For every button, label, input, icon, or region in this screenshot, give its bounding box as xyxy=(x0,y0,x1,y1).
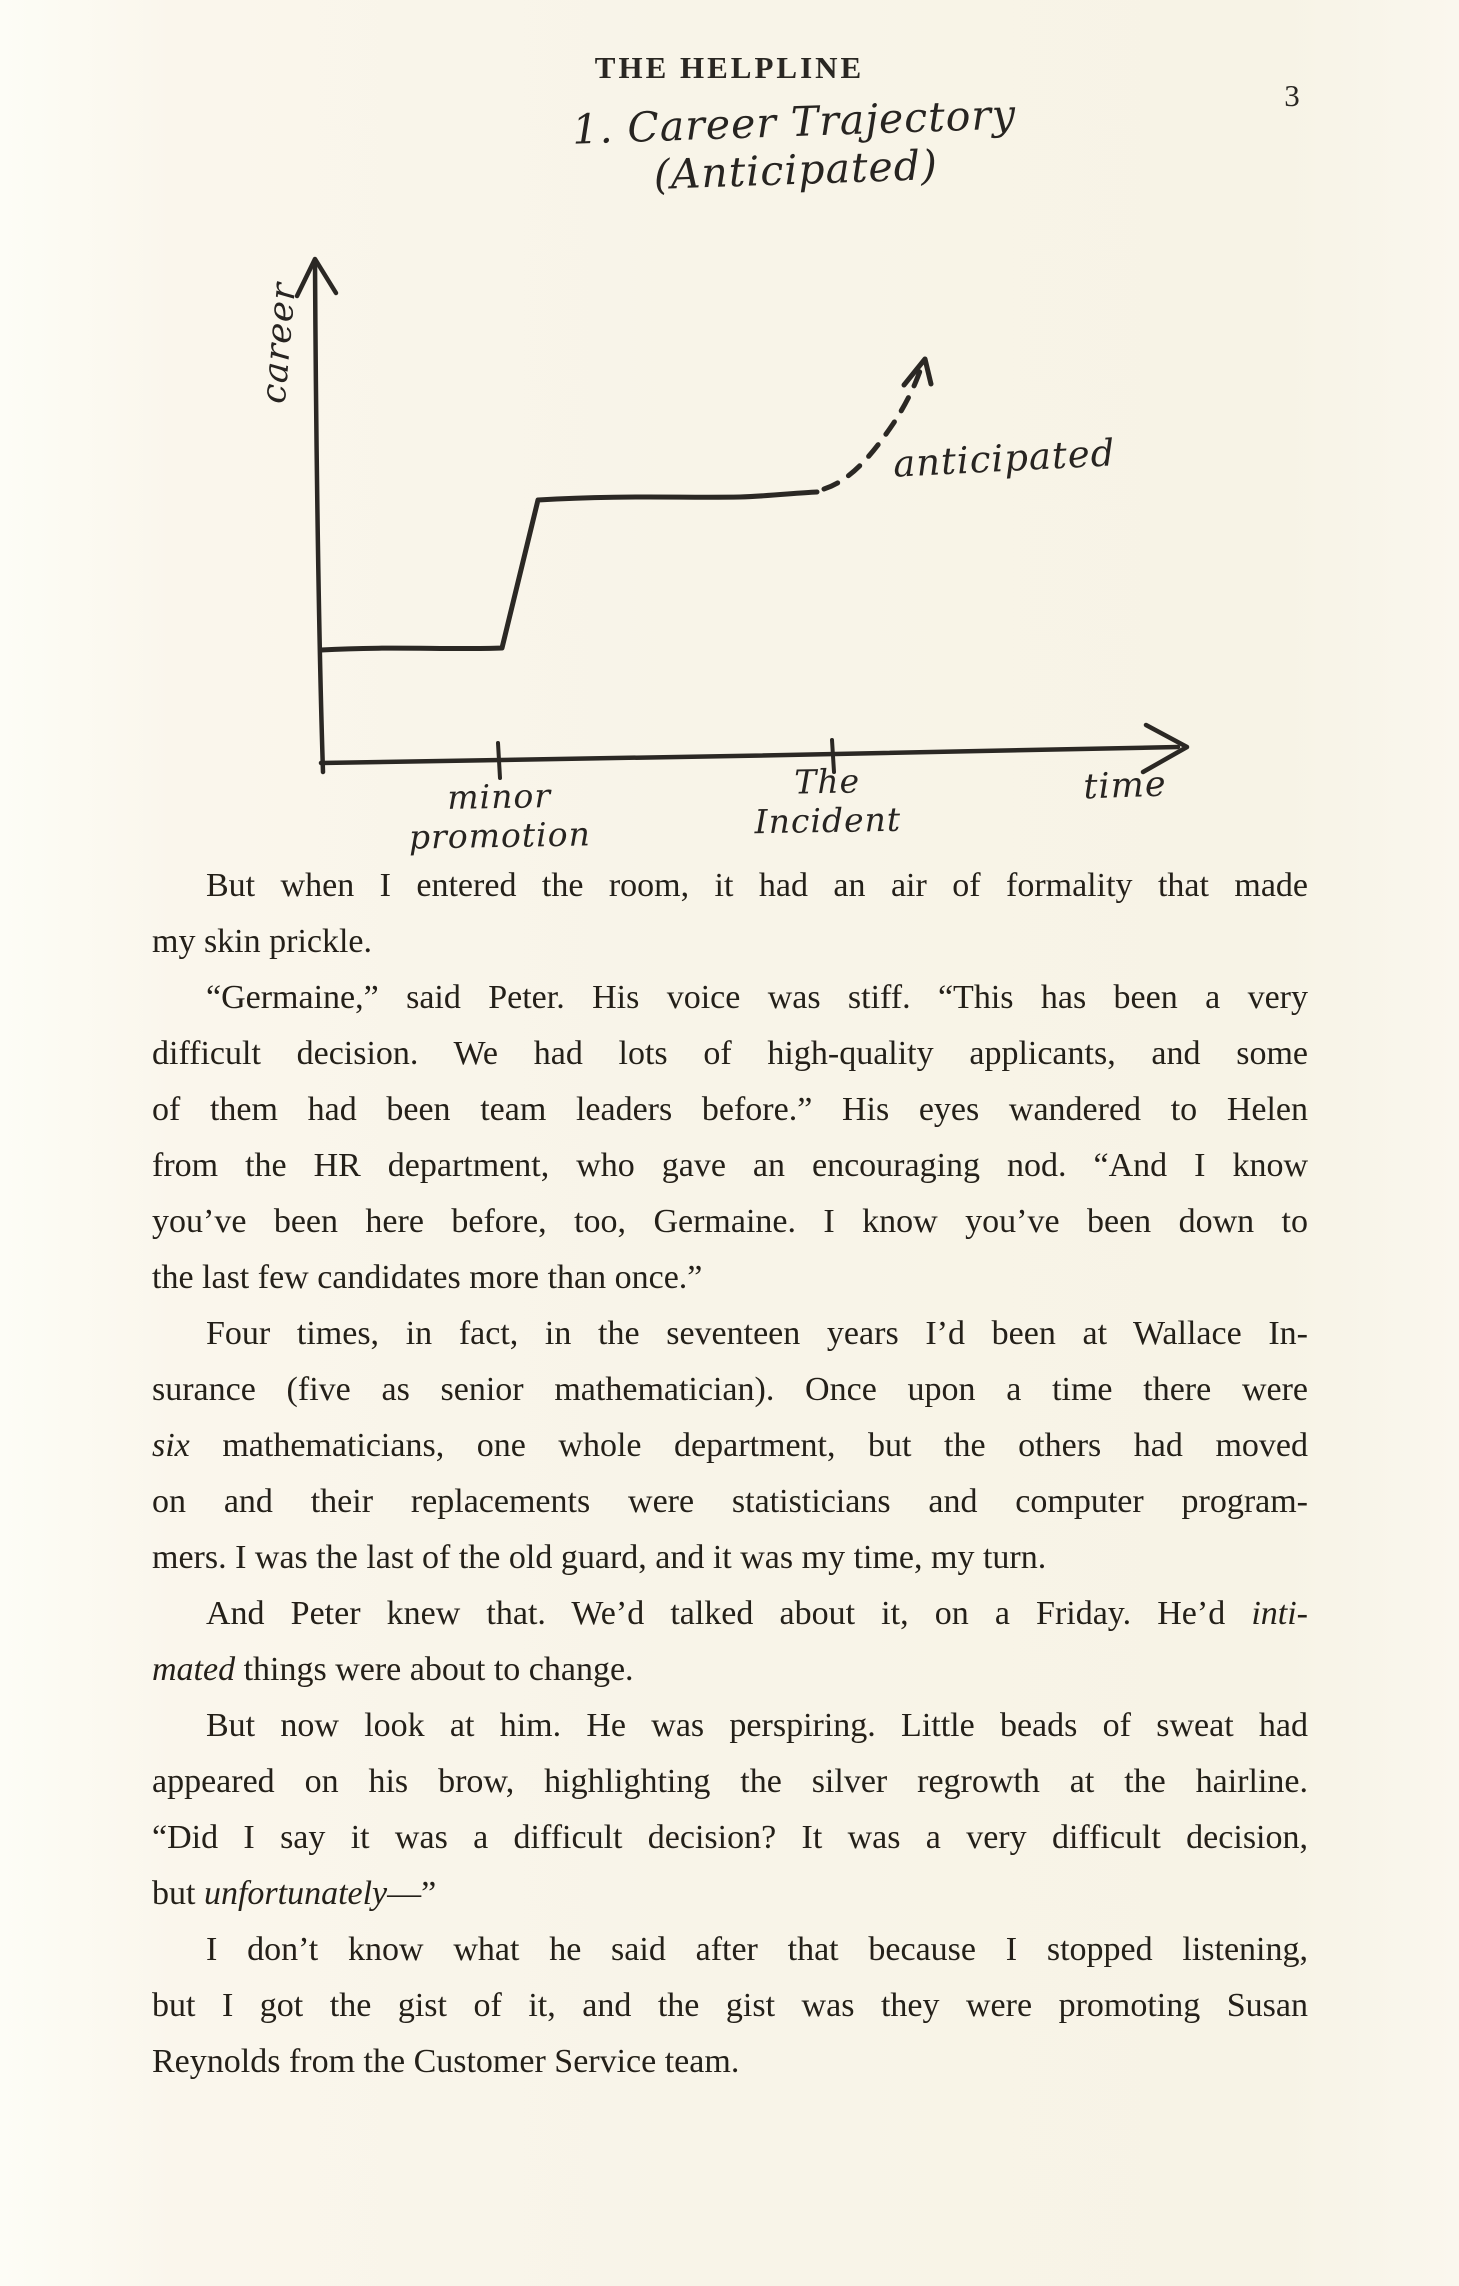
text-line: difficult decision. We had lots of high-quality applicants, and some xyxy=(152,1035,1308,1072)
text-line: Reynolds from the Customer Service team. xyxy=(152,2043,740,2080)
chart-title: 1. Career Trajectory (Anticipated) xyxy=(571,90,1017,199)
text-line: but I got the gist of it, and the gist was they were promoting Susan xyxy=(152,1987,1308,2024)
text-line: from the HR department, who gave an encouraging nod. “And I know xyxy=(152,1147,1308,1184)
text-line: six mathematicians, one whole department, but the others had moved xyxy=(152,1427,1308,1464)
annotation-anticipated: anticipated xyxy=(892,431,1117,486)
paragraph xyxy=(152,1698,1308,1922)
text-line: of them had been team leaders before.” His eyes wandered to Helen xyxy=(152,1091,1308,1128)
text-line: And Peter knew that. We’d talked about it, on a Friday. He’d inti- xyxy=(206,1595,1308,1632)
paragraph xyxy=(152,1586,1308,1698)
text-line: but unfortunately—” xyxy=(152,1875,437,1912)
text-line: I don’t know what he said after that because I stopped listening, xyxy=(206,1931,1308,1968)
text-line: “Did I say it was a difficult decision? It was a very difficult decision, xyxy=(152,1819,1308,1856)
x-axis-line xyxy=(321,747,1178,763)
y-axis-label: career xyxy=(253,280,305,406)
running-title: THE HELPLINE xyxy=(594,50,865,85)
text-line: But when I entered the room, it had an air of formality that made xyxy=(206,867,1308,904)
paragraph xyxy=(152,1922,1308,2090)
text-line: “Germaine,” said Peter. His voice was stiff. “This has been a very xyxy=(206,979,1308,1016)
y-axis-line xyxy=(315,262,323,772)
paragraph xyxy=(152,970,1308,1306)
career-line-solid xyxy=(321,492,817,650)
text-line: surance (five as senior mathematician). Once upon a time there were xyxy=(152,1371,1308,1408)
body-text xyxy=(152,858,1308,2090)
text-line: you’ve been here before, too, Germaine. I know you’ve been down to xyxy=(152,1203,1308,1240)
text-line: mated things were about to change. xyxy=(152,1651,634,1688)
anticipated-arrowhead-icon xyxy=(904,359,931,385)
text-line: my skin prickle. xyxy=(152,923,373,960)
paragraph xyxy=(152,858,1308,970)
text-line: Four times, in fact, in the seventeen years I’d been at Wallace In- xyxy=(206,1315,1308,1352)
x-tick-minor-promotion xyxy=(498,743,500,778)
x-tick-label-minor-promotion: minor promotion xyxy=(408,776,592,857)
x-tick-label-the-incident: The Incident xyxy=(754,761,902,842)
x-axis-label: time xyxy=(1082,764,1168,808)
text-line: appeared on his brow, highlighting the silver regrowth at the hairline. xyxy=(152,1763,1308,1800)
text-line: mers. I was the last of the old guard, and it was my time, my turn. xyxy=(152,1539,1047,1576)
text-line: on and their replacements were statisticians and computer program- xyxy=(152,1483,1308,1520)
text-line: But now look at him. He was perspiring. Little beads of sweat had xyxy=(206,1707,1308,1744)
page-number: 3 xyxy=(1284,78,1300,113)
paragraph xyxy=(152,1306,1308,1586)
text-line: the last few candidates more than once.” xyxy=(152,1259,703,1296)
